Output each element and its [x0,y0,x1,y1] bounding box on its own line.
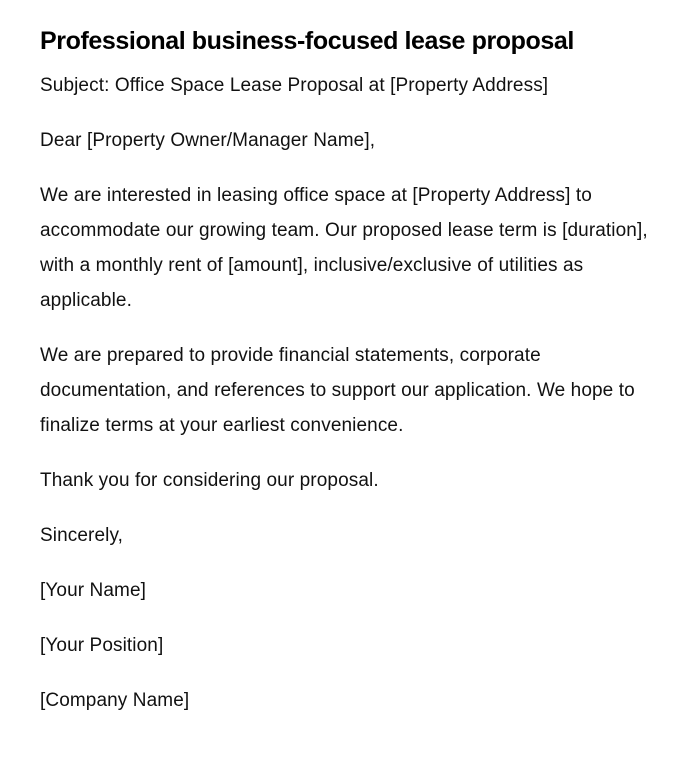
body-paragraph-intro: We are interested in leasing office space at [Property Address] to accommodate our growing team. Our proposed lease term is [duration], with a monthly rent of [amount], inclusive/exclusive of utilities as applicable. [40,185,648,311]
closing: Sincerely, [40,525,124,546]
subject-line: Subject: Office Space Lease Proposal at [Property Address] [40,75,549,96]
document-title: Professional business-focused lease proposal [40,27,574,55]
signature-company: [Company Name] [40,690,190,711]
body-paragraph-thanks: Thank you for considering our proposal. [40,470,379,491]
body-paragraph-documents: We are prepared to provide financial statements, corporate documentation, and references to support our application. We hope to finalize terms at your earliest convenience. [40,345,635,436]
signature-name: [Your Name] [40,580,147,601]
salutation: Dear [Property Owner/Manager Name], [40,130,376,151]
signature-position: [Your Position] [40,635,164,656]
